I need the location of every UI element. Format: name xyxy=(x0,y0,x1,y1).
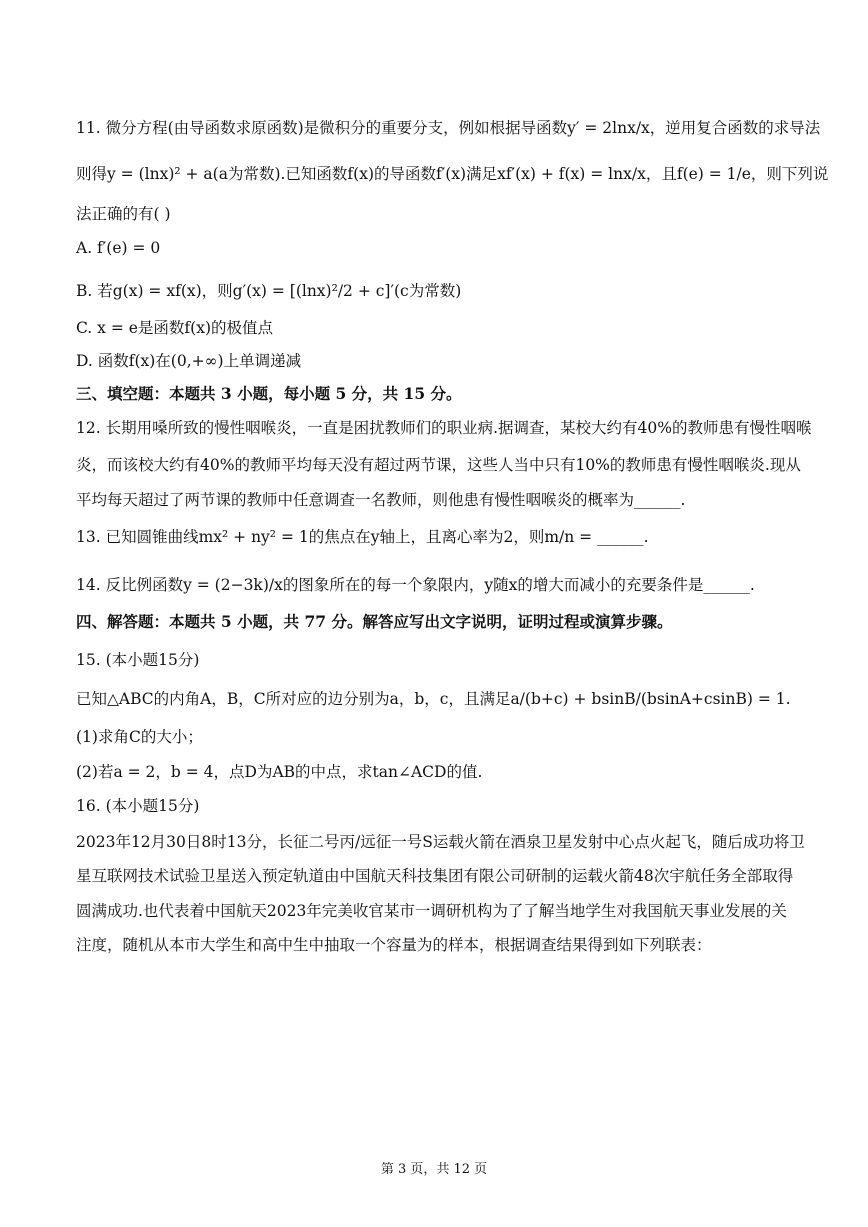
q16-line-3: 圆满成功.也代表着中国航天2023年完美收官某市一调研机构为了了解当地学生对我国航天事业发展的关 xyxy=(76,902,787,920)
q16-line-1: 2023年12月30日8时13分，长征二号丙/远征一号S运载火箭在酒泉卫星发射中心点火起飞，随后成功将卫 xyxy=(76,833,805,851)
q11-option-c: C. x = e是函数f(x)的极值点 xyxy=(76,319,273,337)
q11-line-1: 11. 微分方程(由导函数求原函数)是微积分的重要分支，例如根据导函数y′ = 2lnx/x，逆用复合函数的求导法 xyxy=(76,119,821,137)
q11-option-b: B. 若g(x) = xf(x)，则g′(x) = [(lnx)²/2 + c]′(c为常数) xyxy=(76,282,462,300)
q16-header: 16. (本小题15分) xyxy=(76,797,200,815)
q16-line-4: 注度，随机从本市大学生和高中生中抽取一个容量为的样本，根据调查结果得到如下列联表： xyxy=(76,936,712,954)
q11-option-d: D. 函数f(x)在(0,+∞)上单调递减 xyxy=(76,352,302,370)
q12-line-1: 12. 长期用嗓所致的慢性咽喉炎，一直是困扰教师们的职业病.据调查，某校大约有40%的教师患有慢性咽喉 xyxy=(76,419,812,437)
section-heading-solve: 四、解答题：本题共 5 小题，共 77 分。解答应写出文字说明，证明过程或演算步骤。 xyxy=(76,612,673,631)
q11-line-3: 法正确的有( ) xyxy=(76,205,171,223)
q13-line: 13. 已知圆锥曲线mx² + ny² = 1的焦点在y轴上，且离心率为2，则m/n = ______. xyxy=(76,528,649,546)
q11-line-2: 则得y = (lnx)² + a(a为常数).已知函数f(x)的导函数f′(x)满足xf′(x) + f(x) = lnx/x，且f(e) = 1/e，则下列说 xyxy=(76,165,829,183)
q16-line-2: 星互联网技术试验卫星送入预定轨道由中国航天科技集团有限公司研制的运载火箭48次宇航任务全部取得 xyxy=(76,867,794,885)
q15-header: 15. (本小题15分) xyxy=(76,651,200,669)
q12-line-3: 平均每天超过了两节课的教师中任意调查一名教师，则他患有慢性咽喉炎的概率为______. xyxy=(76,491,686,509)
q12-line-2: 炎，而该校大约有40%的教师平均每天没有超过两节课，这些人当中只有10%的教师患有慢性咽喉炎.现从 xyxy=(76,456,801,474)
section-heading-fill-in: 三、填空题：本题共 3 小题，每小题 5 分，共 15 分。 xyxy=(76,384,462,403)
q15-part-2: (2)若a = 2，b = 4，点D为AB的中点，求tan∠ACD的值. xyxy=(76,763,483,781)
q15-line-1: 已知△ABC的内角A，B，C所对应的边分别为a，b，c，且满足a/(b+c) + bsinB/(bsinA+csinB) = 1. xyxy=(76,690,791,708)
page-footer: 第 3 页，共 12 页 xyxy=(380,1162,488,1177)
q15-part-1: (1)求角C的大小； xyxy=(76,728,203,746)
q11-option-a: A. f′(e) = 0 xyxy=(76,239,161,257)
q14-line: 14. 反比例函数y = (2−3k)/x的图象所在的每一个象限内，y随x的增大而减小的充要条件是______. xyxy=(76,576,755,594)
